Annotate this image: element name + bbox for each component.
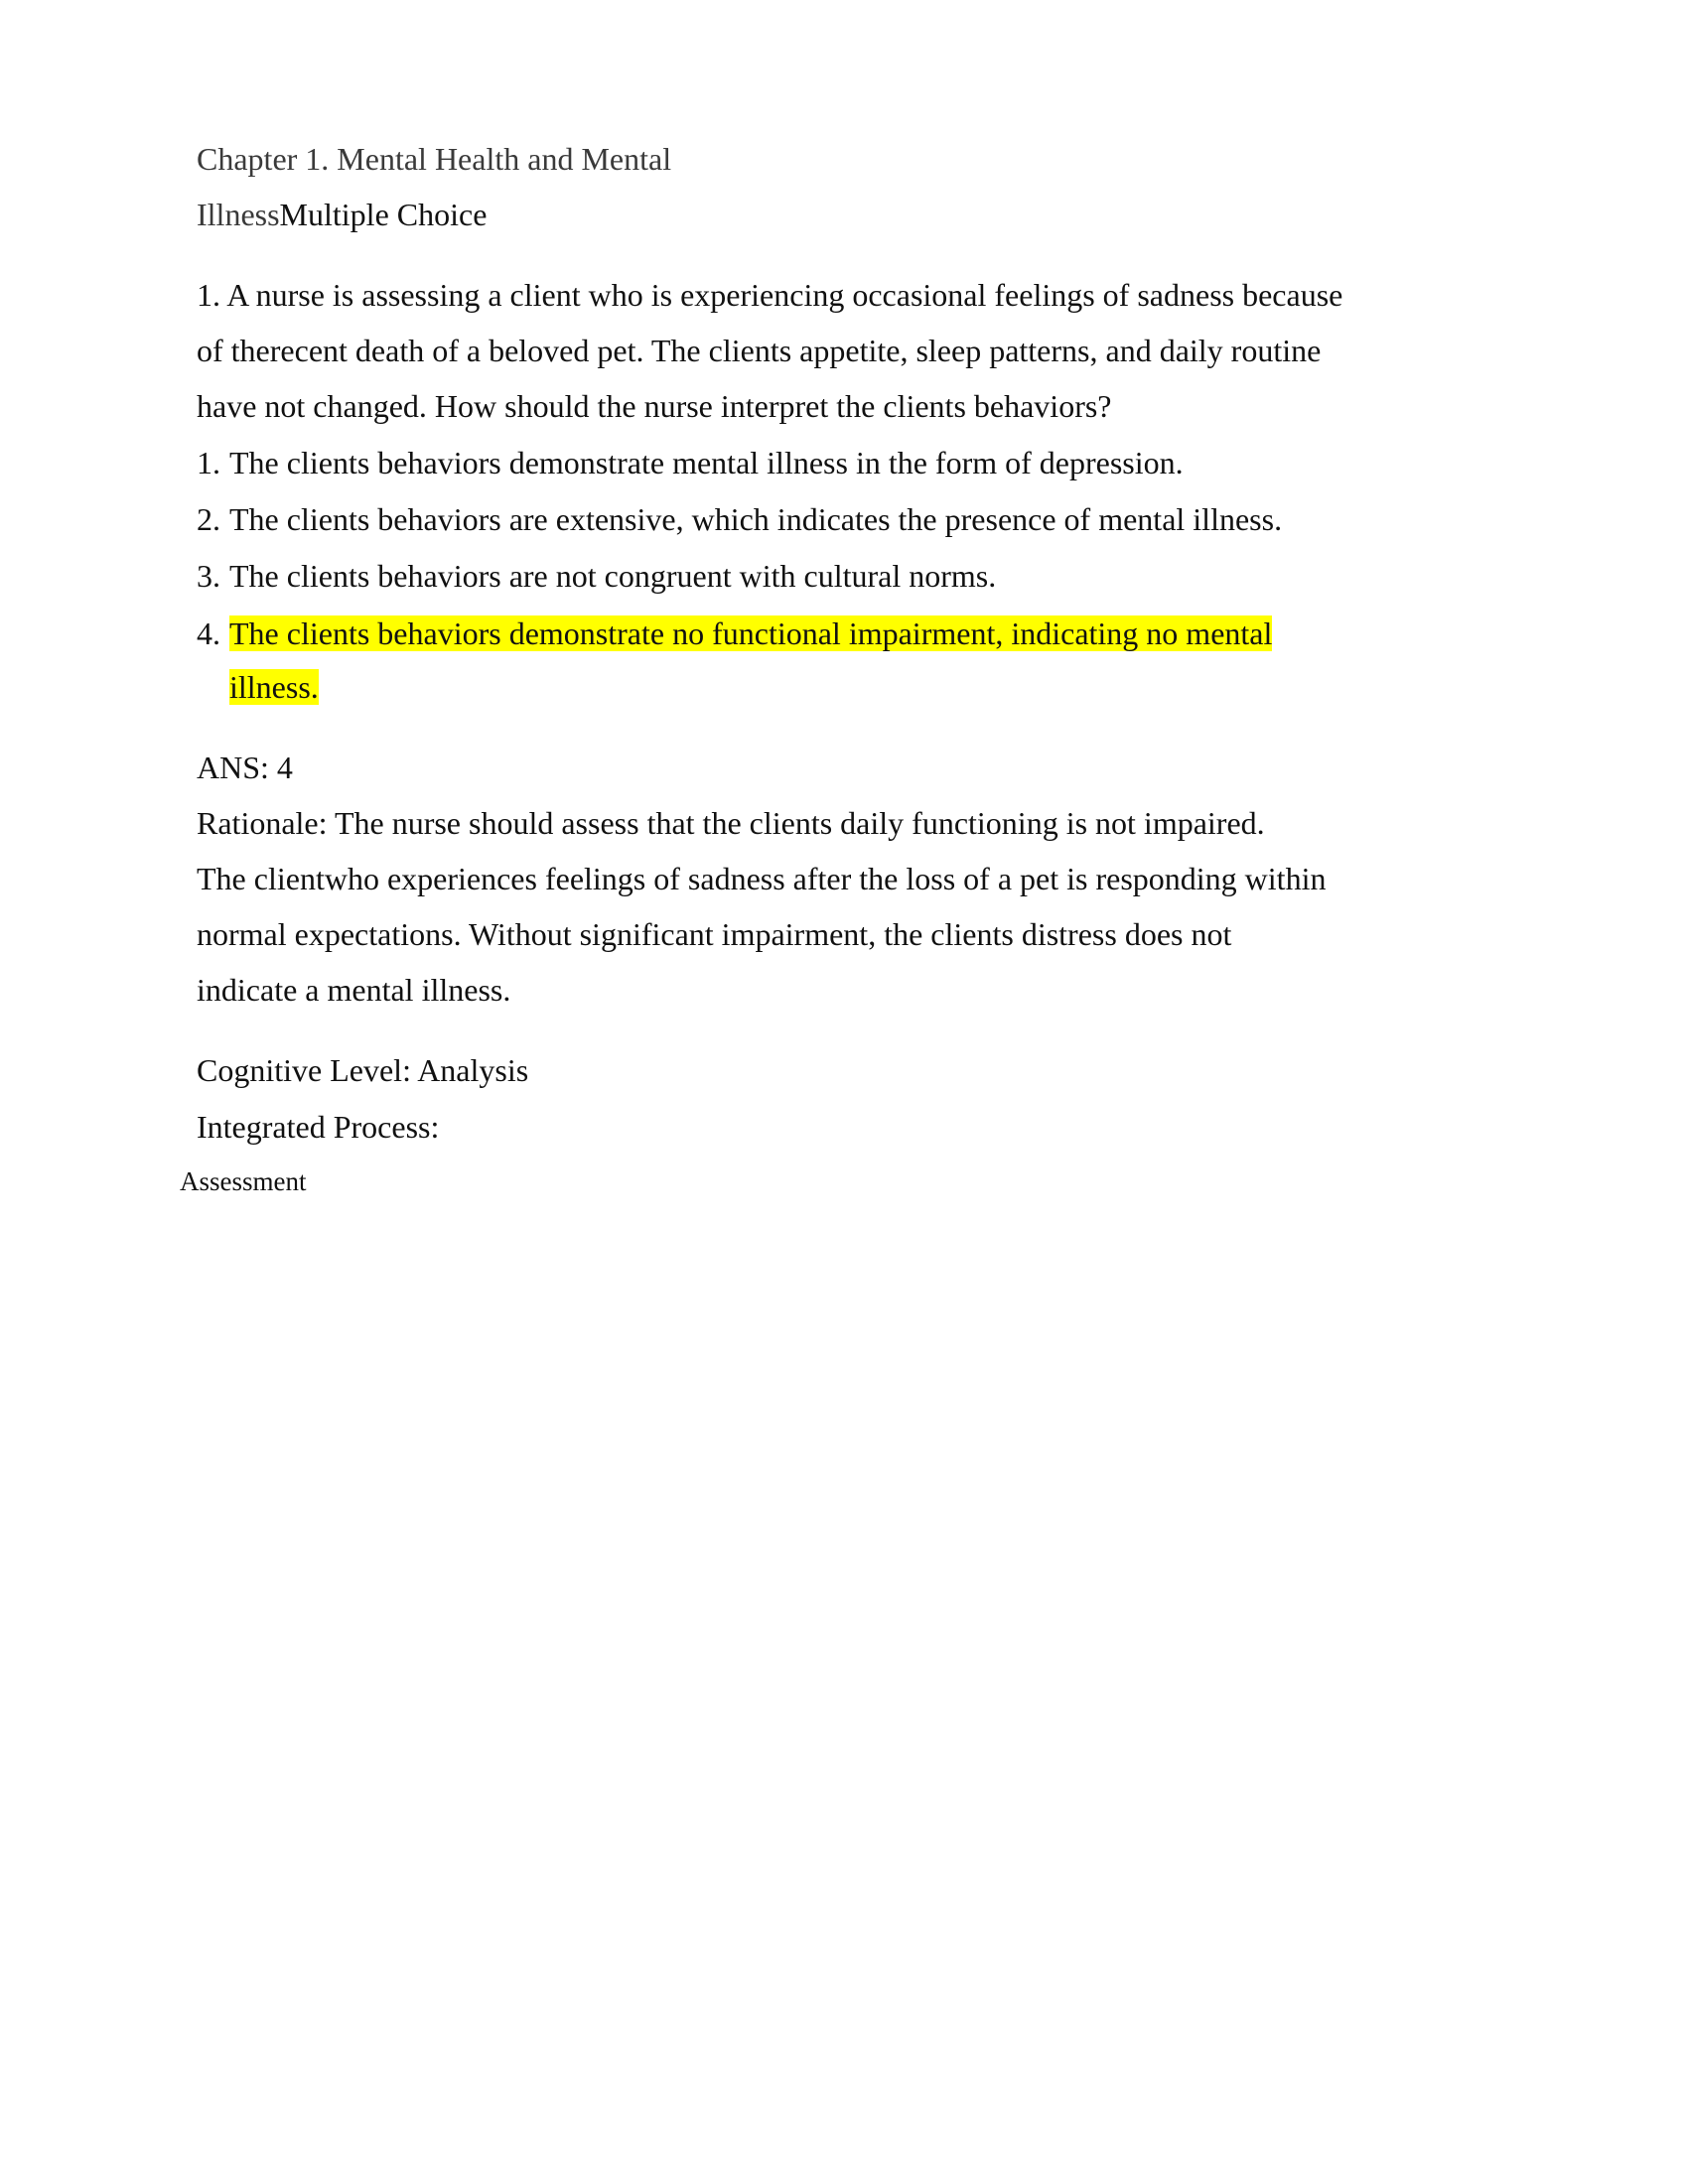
option-number: 1. <box>197 445 220 480</box>
option-text: The clients behaviors demonstrate mental illness in the form of depression. <box>229 445 1184 480</box>
integrated-process-value: Assessment <box>180 1166 307 1196</box>
rationale-line: The clientwho experiences feelings of sadness after the loss of a pet is responding within <box>197 861 1327 896</box>
question-line: 1. A nurse is assessing a client who is experiencing occasional feelings of sadness because <box>197 277 1343 313</box>
highlighted-option-text: The clients behaviors demonstrate no functional impairment, indicating no mental <box>229 615 1273 651</box>
section-heading: Multiple Choice <box>279 197 488 232</box>
chapter-title-continued: Illness <box>197 197 280 232</box>
option-number: 4. <box>197 615 220 651</box>
rationale-line: normal expectations. Without significant impairment, the clients distress does not <box>197 916 1232 952</box>
highlighted-option-text: illness. <box>229 669 319 705</box>
integrated-process-label: Integrated Process: <box>197 1109 440 1145</box>
section-title <box>197 195 487 234</box>
option-number: 2. <box>197 501 220 537</box>
cognitive-level: Cognitive Level: Analysis <box>197 1052 529 1088</box>
question-line: of therecent death of a beloved pet. The clients appetite, sleep patterns, and daily routine <box>197 333 1322 368</box>
chapter-title: Chapter 1. Mental Health and Mental <box>197 141 672 177</box>
option-number: 3. <box>197 558 220 594</box>
rationale-line: Rationale: The nurse should assess that the clients daily functioning is not impaired. <box>197 805 1265 841</box>
rationale-line: indicate a mental illness. <box>197 972 511 1008</box>
option-text: The clients behaviors are not congruent with cultural norms. <box>229 558 997 594</box>
option-text: The clients behaviors are extensive, which indicates the presence of mental illness. <box>229 501 1283 537</box>
question-line: have not changed. How should the nurse interpret the clients behaviors? <box>197 388 1112 424</box>
answer-key: ANS: 4 <box>197 750 293 785</box>
